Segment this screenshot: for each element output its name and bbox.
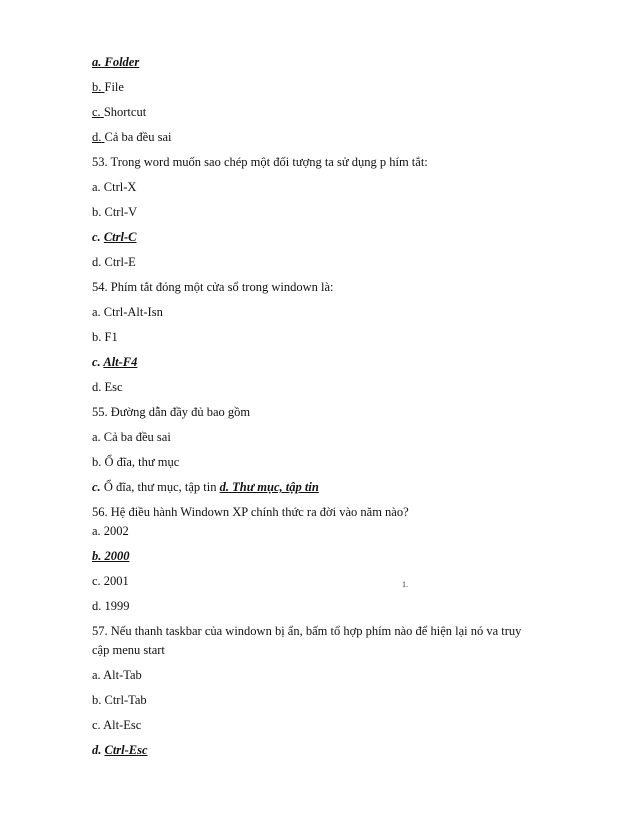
q56-option-c: c. 2001 xyxy=(92,574,129,588)
q55-option-a: a. Cả ba đều sai xyxy=(92,430,171,444)
q54-option-b: b. F1 xyxy=(92,330,118,344)
q56-option-b-answer: b. 2000 xyxy=(92,549,130,563)
q53-option-d: d. Ctrl-E xyxy=(92,255,136,269)
q55-question: 55. Đường dẫn đầy đủ bao gồm xyxy=(92,405,251,419)
q57-question-line2: cập menu start xyxy=(92,643,165,657)
page-marker: 1. xyxy=(402,580,408,589)
q56-option-a: a. 2002 xyxy=(92,524,129,538)
q54-option-c-answer: c. Alt-F4 xyxy=(92,355,138,369)
q57-option-b: b. Ctrl-Tab xyxy=(92,693,147,707)
q53-option-b: b. Ctrl-V xyxy=(92,205,138,219)
q57-question-line1: 57. Nếu thanh taskbar của windown bị ẩn, bấm tổ hợp phím nào để hiện lại nó va truy xyxy=(92,624,522,638)
q52-option-d: d. Cả ba đều sai xyxy=(92,130,172,144)
q52-option-b: b. File xyxy=(92,80,124,94)
q55-option-d-answer: d. Thư mục, tập tin xyxy=(219,480,319,494)
q56-question: 56. Hệ điều hành Windown XP chính thức ra đời vào năm nào? xyxy=(92,505,409,519)
q54-option-d: d. Esc xyxy=(92,380,123,394)
q52-option-c: c. Shortcut xyxy=(92,105,147,119)
q53-option-c-answer: c. Ctrl-C xyxy=(92,230,137,244)
q55-option-c: c. Ổ đĩa, thư mục, tập tin d. Thư mục, tập tin xyxy=(92,480,319,494)
q56-option-d: d. 1999 xyxy=(92,599,130,613)
q54-question: 54. Phím tắt đóng một cửa sổ trong windown là: xyxy=(92,280,334,294)
q57-option-d-answer: d. Ctrl-Esc xyxy=(92,743,148,757)
q53-question: 53. Trong word muốn sao chép một đối tượng ta sử dụng p hím tắt: xyxy=(92,155,428,169)
q53-option-a: a. Ctrl-X xyxy=(92,180,137,194)
q52-option-a-answer: a. Folder xyxy=(92,55,140,69)
q57-option-a: a. Alt-Tab xyxy=(92,668,142,682)
q57-option-c: c. Alt-Esc xyxy=(92,718,142,732)
q55-option-b: b. Ổ đĩa, thư mục xyxy=(92,455,180,469)
q54-option-a: a. Ctrl-Alt-Isn xyxy=(92,305,163,319)
